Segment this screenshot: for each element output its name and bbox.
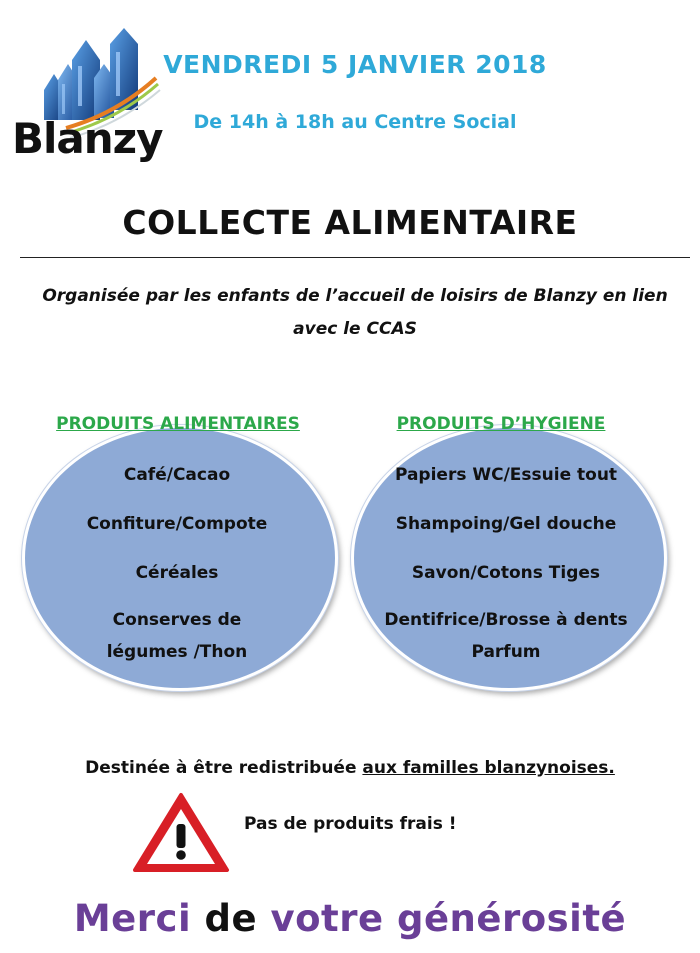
hygiene-item: Papiers WC/Essuie tout bbox=[394, 465, 618, 485]
blanzy-logo bbox=[6, 22, 164, 162]
thank-you-word-1: Merci bbox=[73, 897, 205, 940]
food-products-heading: PRODUITS ALIMENTAIRES bbox=[56, 414, 300, 434]
hygiene-item: Dentifrice/Brosse à dents bbox=[384, 610, 628, 630]
destination-text bbox=[20, 758, 680, 778]
food-item: Confiture/Compote bbox=[86, 514, 268, 534]
logo-wordmark: Blanzy bbox=[12, 114, 163, 163]
hygiene-item: Savon/Cotons Tiges bbox=[411, 563, 601, 583]
organiser-line-2: avec le CCAS bbox=[293, 319, 417, 339]
thank-you-word-3: votre bbox=[270, 897, 397, 940]
organiser-line-1: Organisée par les enfants de l’accueil de loisirs de Blanzy en lien bbox=[42, 286, 668, 306]
thank-you-word-4: générosité bbox=[396, 897, 627, 940]
hygiene-products-heading: PRODUITS D’HYGIENE bbox=[396, 414, 606, 434]
warning-triangle-icon bbox=[130, 790, 232, 876]
event-date: VENDREDI 5 JANVIER 2018 bbox=[163, 50, 547, 79]
title-divider bbox=[20, 257, 690, 258]
hygiene-item: Shampoing/Gel douche bbox=[395, 514, 617, 534]
event-hours: De 14h à 18h au Centre Social bbox=[193, 111, 517, 133]
destination-families: aux familles blanzynoises. bbox=[362, 758, 615, 778]
hygiene-item: Parfum bbox=[471, 642, 541, 662]
thank-you-word-2: de bbox=[204, 897, 271, 940]
food-item: Conserves de bbox=[112, 610, 242, 630]
thank-you-message bbox=[0, 897, 700, 940]
food-item: Céréales bbox=[135, 563, 219, 583]
destination-prefix: Destinée à être redistribuée bbox=[85, 758, 363, 778]
no-fresh-products-text: Pas de produits frais ! bbox=[244, 814, 457, 834]
food-item: Café/Cacao bbox=[123, 465, 231, 485]
organiser-text bbox=[20, 280, 690, 346]
food-item: légumes /Thon bbox=[106, 642, 248, 662]
page-title: COLLECTE ALIMENTAIRE bbox=[122, 203, 578, 242]
